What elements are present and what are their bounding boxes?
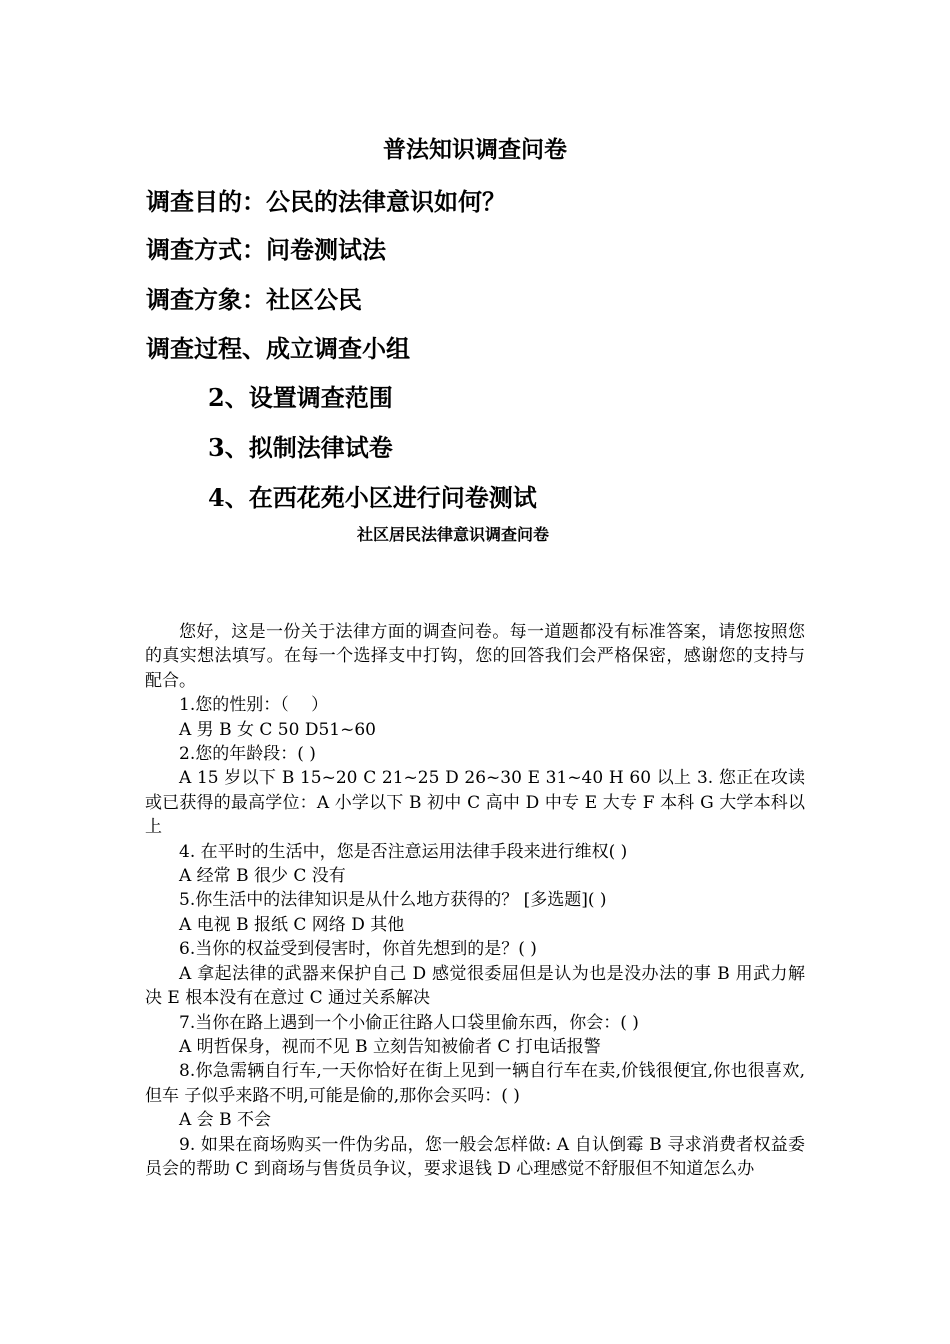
question-4: 4. 在平时的生活中，您是否注意运用法律手段来进行维权( ) xyxy=(179,841,628,862)
heading-step-4: 4、在西花苑小区进行问卷测试 xyxy=(208,483,537,512)
questionnaire-subtitle: 社区居民法律意识调查问卷 xyxy=(356,525,549,544)
heading-step-3: 3、拟制法律试卷 xyxy=(208,433,393,462)
question-7: 7.当你在路上遇到一个小偷正往路人口袋里偷东西，你会：( ) xyxy=(179,1012,639,1033)
questionnaire-body xyxy=(145,620,805,1181)
question-8: 8.你急需辆自行车,一天你恰好在街上见到一辆自行车在卖,价钱很便宜,你也很喜欢,但车 子似乎来路不明,可能是偷的,那你会买吗：( ) xyxy=(145,1061,805,1106)
intro-paragraph: 您好，这是一份关于法律方面的调查问卷。每一道题都没有标准答案，请您按照您的真实想法填写。在每一个选择支中打钩，您的回答我们会严格保密，感谢您的支持与配合。 xyxy=(145,622,805,691)
question-5: 5.你生活中的法律知识是从什么地方获得的？ [多选题]( ) xyxy=(179,890,607,911)
heading-purpose: 调查目的：公民的法律意识如何？ xyxy=(146,187,506,216)
question-4-options: A 经常 B 很少 C 没有 xyxy=(179,866,346,887)
heading-subjects: 调查方象：社区公民 xyxy=(146,285,362,314)
question-1: 1.您的性别：（ ） xyxy=(179,695,329,716)
question-7-options: A 明哲保身，视而不见 B 立刻告知被偷者 C 打电话报警 xyxy=(179,1036,601,1057)
question-5-options: A 电视 B 报纸 C 网络 D 其他 xyxy=(179,914,405,935)
question-2: 2.您的年龄段：( ) xyxy=(179,744,316,765)
heading-method: 调查方式：问卷测试法 xyxy=(146,235,386,264)
question-6: 6.当你的权益受到侵害时，你首先想到的是？( ) xyxy=(179,939,537,960)
question-8-options: A 会 B 不会 xyxy=(179,1110,271,1131)
question-9: 9. 如果在商场购买一件伪劣品，您一般会怎样做: A 自认倒霉 B 寻求消费者权益委员会的帮助 C 到商场与售货员争议，要求退钱 D 心理感觉不舒服但不知道怎么办 xyxy=(145,1134,806,1179)
question-2-options-and-question-3: A 15 岁以下 B 15~20 C 21~25 D 26~30 E 31~40 H 60 以上 3. 您正在攻读或已获得的最高学位：A 小学以下 B 初中 C 高中 D 中专 E 大专 F 本科 G 大学本科以上 xyxy=(145,768,805,838)
question-1-options: A 男 B 女 C 50 D51~60 xyxy=(179,719,376,740)
heading-process: 调查过程、成立调查小组 xyxy=(146,334,410,363)
page-title: 普法知识调查问卷 xyxy=(383,136,567,163)
heading-step-2: 2、设置调查范围 xyxy=(208,383,393,412)
question-6-options: A 拿起法律的武器来保护自己 D 感觉很委屈但是认为也是没办法的事 B 用武力解决 E 根本没有在意过 C 通过关系解决 xyxy=(145,963,805,1009)
